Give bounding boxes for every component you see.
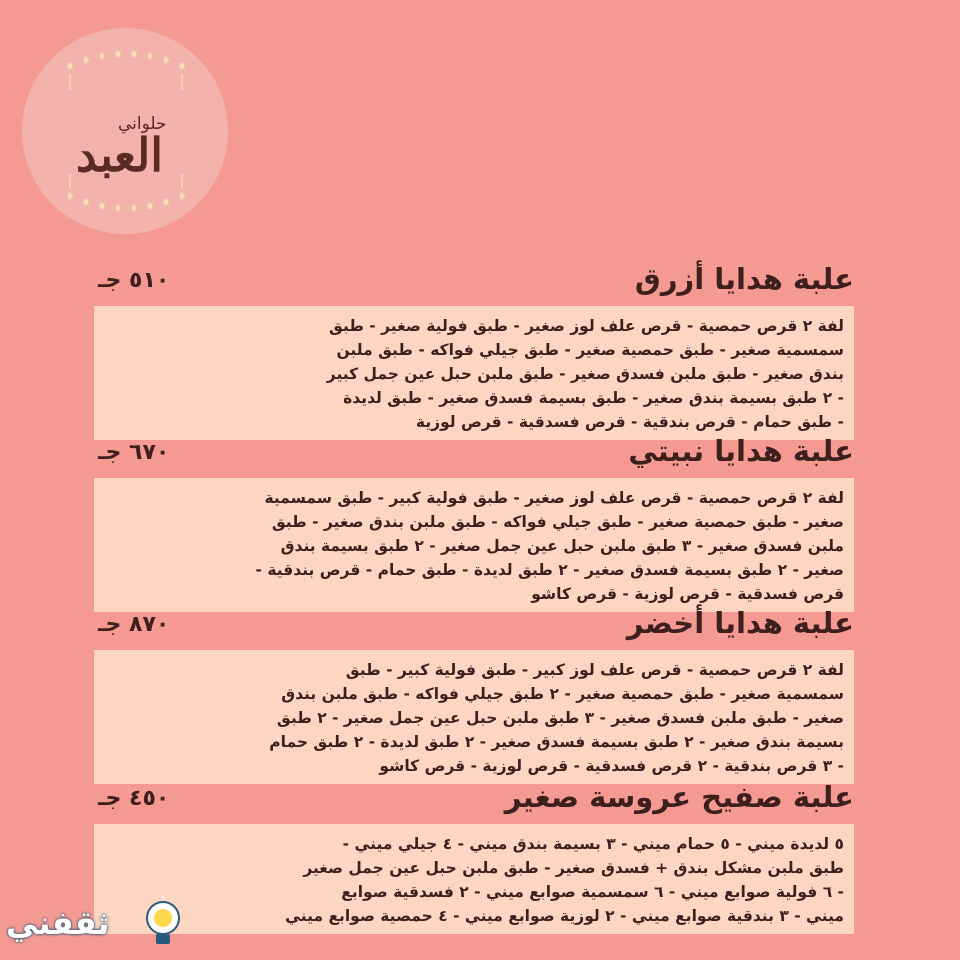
logo-wordmark: العبد: [76, 128, 164, 182]
contents-line: صغير - طبق ملبن فسدق صغير - ٣ طبق ملبن حبل عين جمل صغير - ٢ طبق: [276, 709, 844, 727]
section-header: [94, 606, 854, 650]
contents-line: ميني - ٣ بندقية صوابع ميني - ٢ لوزية صوابع ميني - ٤ حمصية صوابع ميني: [285, 907, 844, 925]
contents-line: صغير - ٢ طبق بسيمة فسدق صغير - ٢ طبق لديدة - طبق حمام - قرص بندقية -: [255, 561, 844, 579]
section-price: ٦٧٠ جـ: [98, 440, 170, 465]
section-price: ٤٥٠ جـ: [98, 786, 170, 811]
section-title: علبة هدايا نبيتي: [628, 434, 854, 468]
contents-line: - ٢ طبق بسيمة بندق صغير - طبق بسيمة فسدق صغير - طبق لديدة: [343, 389, 844, 407]
brand-logo: [22, 28, 228, 234]
tin-box-bride-small: [94, 780, 854, 934]
contents-line: لفة ٢ قرص حمصية - قرص علف لوز صغير - طبق فولية كبير - طبق سمسمية: [264, 489, 844, 507]
contents-line: - ٣ قرص بندقية - ٢ قرص فسدقية - قرص لوزية - قرص كاشو: [379, 757, 844, 775]
section-price: ٨٧٠ جـ: [98, 612, 170, 637]
contents-line: - طبق حمام - قرص بندقية - قرص فسدقية - قرص لوزية: [415, 413, 844, 431]
section-title: علبة صفيح عروسة صغير: [504, 780, 854, 814]
gift-box-blue: [94, 262, 854, 440]
contents-line: صغير - طبق حمصية صغير - طبق جيلي فواكه - طبق ملبن بندق صغير - طبق: [271, 513, 844, 531]
contents-line: - ٦ فولية صوابع ميني - ٦ سمسمية صوابع ميني - ٢ فسدقية صوابع: [341, 883, 844, 901]
contents-line: طبق ملبن مشكل بندق + فسدق صغير - طبق ملبن حبل عين جمل صغير: [303, 859, 844, 877]
contents-line: لفة ٢ قرص حمصية - قرص علف لوز صغير - طبق فولية صغير - طبق: [329, 317, 844, 335]
logo-tagline: حلواني: [118, 114, 167, 134]
lightbulb-icon: [140, 896, 186, 952]
contents-line: ملبن فسدق صغير - ٣ طبق ملبن حبل عين جمل صغير - ٢ طبق بسيمة بندق: [280, 537, 844, 555]
section-contents: [94, 650, 854, 784]
contents-line: بندق صغير - طبق ملبن فسدق صغير - طبق ملبن حبل عين جمل كبير: [326, 365, 844, 383]
contents-line: سمسمية صغير - طبق حمصية صغير - طبق جيلي فواكه - طبق ملبن: [336, 341, 844, 359]
gift-box-burgundy: [94, 434, 854, 612]
section-contents: [94, 306, 854, 440]
section-header: [94, 262, 854, 306]
gift-box-green: [94, 606, 854, 784]
section-header: [94, 434, 854, 478]
section-contents: [94, 478, 854, 612]
contents-line: لفة ٢ قرص حمصية - قرص علف لوز كبير - طبق فولية كبير - طبق: [345, 661, 844, 679]
section-title: علبة هدايا أخضر: [626, 606, 854, 640]
watermark: [0, 890, 190, 960]
contents-line: ٥ لديدة ميني - ٥ حمام ميني - ٣ بسيمة بندق ميني - ٤ جيلي ميني -: [342, 835, 844, 853]
section-contents: [94, 824, 854, 934]
section-title: علبة هدايا أزرق: [634, 262, 854, 296]
contents-line: بسيمة بندق صغير - ٢ طبق بسيمة فسدق صغير - ٢ طبق لديدة - ٢ طبق حمام: [269, 733, 844, 751]
watermark-text: ثقفني: [6, 904, 110, 942]
section-price: ٥١٠ جـ: [98, 268, 170, 293]
contents-line: سمسمية صغير - طبق حمصية صغير - ٢ طبق جيلي فواكه - طبق ملبن بندق: [281, 685, 844, 703]
section-header: [94, 780, 854, 824]
contents-line: قرص فسدقية - قرص لوزية - قرص كاشو: [531, 585, 844, 603]
